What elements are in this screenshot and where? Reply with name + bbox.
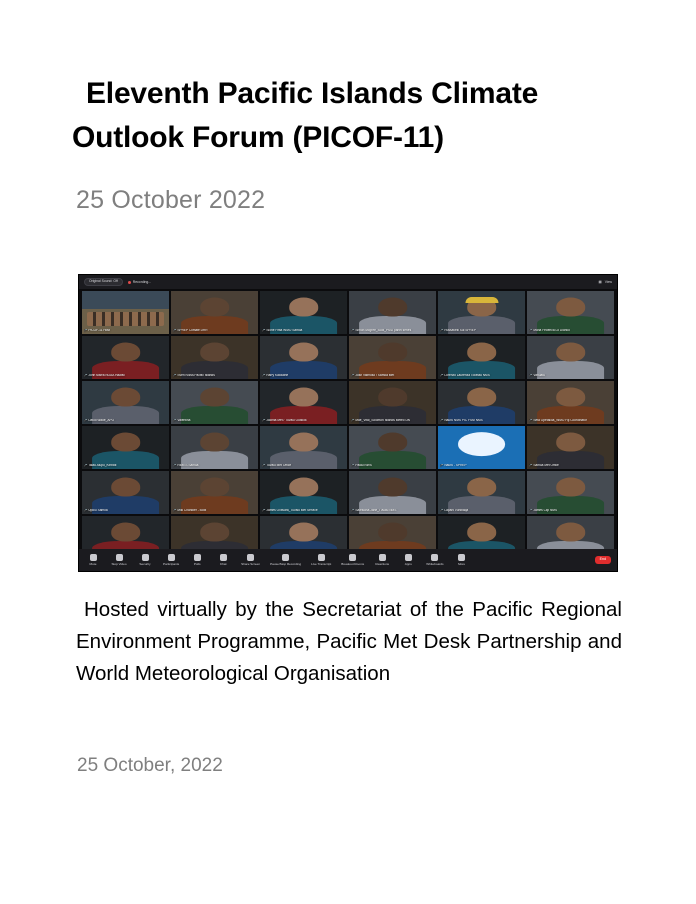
grid-icon: ▦ bbox=[598, 280, 602, 284]
video-feed bbox=[171, 336, 258, 379]
record-dot-icon bbox=[128, 281, 131, 284]
video-feed bbox=[349, 426, 436, 469]
control-stop-video[interactable] bbox=[111, 554, 127, 567]
participant-name: 🎤 James Ovavara_Tuvalu Met Service bbox=[261, 509, 318, 513]
page-title: Eleventh Pacific Islands Climate Outlook Forum (PICOF-11) bbox=[72, 77, 539, 154]
participant-tile[interactable] bbox=[527, 336, 614, 379]
control-security[interactable] bbox=[137, 554, 153, 567]
video-feed bbox=[260, 426, 347, 469]
more-icon bbox=[458, 554, 465, 561]
participant-tile[interactable] bbox=[349, 426, 436, 469]
participant-tile[interactable] bbox=[438, 336, 525, 379]
video-feed bbox=[82, 291, 169, 334]
participant-name: 🎤 Miki Chandler - BoM bbox=[172, 509, 207, 513]
participant-tile[interactable] bbox=[349, 336, 436, 379]
video-feed bbox=[82, 471, 169, 514]
video-feed bbox=[438, 471, 525, 514]
participant-name: 🎤 Samoa Met Office bbox=[528, 464, 559, 468]
participant-tile[interactable] bbox=[171, 471, 258, 514]
video-feed bbox=[260, 336, 347, 379]
video-feed bbox=[438, 426, 525, 469]
participant-tile[interactable] bbox=[260, 471, 347, 514]
participant-name: 🎤 David Wade_APO bbox=[83, 419, 115, 423]
video-feed bbox=[171, 381, 258, 424]
apps-icon bbox=[405, 554, 412, 561]
participant-grid bbox=[79, 289, 617, 561]
participant-tile[interactable] bbox=[82, 291, 169, 334]
participant-tile[interactable] bbox=[527, 471, 614, 514]
video-feed bbox=[349, 471, 436, 514]
original-sound-pill[interactable]: Original Sound: Off bbox=[84, 278, 123, 286]
participant-name: 🎤 Talau Aiupu_Kiribati bbox=[83, 464, 117, 468]
control-pause-stop-recording[interactable] bbox=[270, 554, 301, 567]
participant-name: 🎤 Vanuatu bbox=[528, 374, 545, 378]
participant-name: 🎤 Simon Mcgree_BoM_PMD panel series bbox=[350, 329, 412, 333]
end-meeting-button[interactable]: End bbox=[595, 556, 611, 565]
control-label: Share Screen bbox=[241, 562, 261, 567]
participant-tile[interactable] bbox=[260, 381, 347, 424]
control-reactions[interactable] bbox=[374, 554, 390, 567]
participant-tile[interactable] bbox=[82, 381, 169, 424]
participant-tile[interactable] bbox=[171, 336, 258, 379]
participant-name: 🎤 PICOF-11 Host bbox=[83, 329, 110, 333]
video-feed bbox=[527, 291, 614, 334]
recording-indicator bbox=[128, 280, 151, 284]
participant-tile[interactable] bbox=[527, 426, 614, 469]
control-label: More bbox=[458, 562, 466, 567]
control-label: Chat bbox=[219, 562, 227, 567]
video-feed bbox=[82, 381, 169, 424]
participant-name: 🎤 SPREP Climate DRR bbox=[172, 329, 208, 333]
control-breakout-rooms[interactable] bbox=[341, 554, 364, 567]
video-feed bbox=[527, 381, 614, 424]
control-label: Whiteboards bbox=[426, 562, 444, 567]
zoom-topbar bbox=[79, 275, 617, 289]
footer-date: 25 October, 2022 bbox=[77, 755, 223, 776]
participant-tile[interactable] bbox=[349, 471, 436, 514]
reactions-icon bbox=[379, 554, 386, 561]
video-feed bbox=[438, 381, 525, 424]
control-label: Reactions bbox=[375, 562, 390, 567]
record-icon bbox=[282, 554, 289, 561]
recording-label: Recording... bbox=[132, 280, 152, 284]
participant-name: 🎤 Sione Fifita WMO Samoa bbox=[261, 329, 303, 333]
participant-name: 🎤 RIMES Samoa bbox=[172, 464, 199, 468]
video-feed bbox=[438, 336, 525, 379]
participant-tile[interactable] bbox=[349, 291, 436, 334]
hosted-by-text: Hosted virtually by the Secretariat of the Pacific Regional Environment Programme, Pacific Met Desk Partnership and World Meteorological Organisation bbox=[76, 598, 622, 685]
participant-tile[interactable] bbox=[349, 381, 436, 424]
control-label: Mute bbox=[89, 562, 97, 567]
video-feed bbox=[349, 291, 436, 334]
participant-name: 🎤 John Marra NOAA Hawaii bbox=[83, 374, 125, 378]
control-label: Participants bbox=[163, 562, 180, 567]
participant-tile[interactable] bbox=[82, 471, 169, 514]
participant-name: 🎤 Valentina bbox=[172, 419, 191, 423]
video-feed bbox=[527, 426, 614, 469]
shield-icon bbox=[142, 554, 149, 561]
view-label: View bbox=[604, 280, 612, 284]
participant-name: 🎤 Mae_Vital_Solomon Islands Meteo Div bbox=[350, 419, 411, 423]
control-live-transcript[interactable] bbox=[311, 554, 331, 567]
participant-name: 🎤 Salesiana Jane_Tuvalu NMS bbox=[350, 509, 397, 513]
participant-tile[interactable] bbox=[438, 381, 525, 424]
whiteboard-icon bbox=[431, 554, 438, 561]
participant-tile[interactable] bbox=[438, 426, 525, 469]
participant-name: 🎤 Palau NWS bbox=[350, 464, 372, 468]
video-feed bbox=[260, 291, 347, 334]
microphone-icon bbox=[90, 554, 97, 561]
video-feed bbox=[438, 291, 525, 334]
control-participants[interactable] bbox=[163, 554, 179, 567]
video-feed bbox=[260, 381, 347, 424]
participants-icon bbox=[168, 554, 175, 561]
video-feed bbox=[349, 381, 436, 424]
participant-name: 🎤 Lapani Vunibaqa bbox=[439, 509, 469, 513]
participant-tile[interactable] bbox=[82, 336, 169, 379]
control-label: Stop Video bbox=[111, 562, 127, 567]
participant-name: 🎤 Upolu Samoa bbox=[83, 509, 108, 513]
participant-tile[interactable] bbox=[260, 291, 347, 334]
video-feed bbox=[527, 471, 614, 514]
control-label: Apps bbox=[404, 562, 412, 567]
video-feed bbox=[171, 426, 258, 469]
poll-icon bbox=[194, 554, 201, 561]
share-screen-icon bbox=[247, 554, 254, 561]
participant-tile[interactable] bbox=[438, 291, 525, 334]
camera-icon bbox=[116, 554, 123, 561]
participant-name: 🎤 Rarry Kalolaine bbox=[261, 374, 289, 378]
page-subtitle: 25 October 2022 bbox=[76, 186, 266, 214]
control-share-screen[interactable] bbox=[241, 554, 260, 567]
control-apps[interactable] bbox=[400, 554, 416, 567]
video-feed bbox=[260, 471, 347, 514]
video-feed bbox=[171, 471, 258, 514]
participant-name: 🎤 Lorenzo Laurenza Tokelau NMS bbox=[439, 374, 490, 378]
control-polls[interactable] bbox=[189, 554, 205, 567]
participant-name: 🎤 Josh Vaimoso / Samoa Met bbox=[350, 374, 395, 378]
participant-tile[interactable] bbox=[527, 291, 614, 334]
participant-tile[interactable] bbox=[527, 381, 614, 424]
participant-tile[interactable] bbox=[171, 291, 258, 334]
participant-tile[interactable] bbox=[260, 426, 347, 469]
control-mute[interactable] bbox=[85, 554, 101, 567]
control-chat[interactable] bbox=[215, 554, 231, 567]
participant-name: 🎤 Tuvalu Met Office bbox=[261, 464, 292, 468]
video-feed bbox=[171, 291, 258, 334]
zoom-meeting-screenshot bbox=[78, 274, 618, 572]
participant-name: 🎤 Sven NIWA Pacific Islands bbox=[172, 374, 215, 378]
participant-tile[interactable] bbox=[260, 336, 347, 379]
control-more[interactable] bbox=[454, 554, 470, 567]
control-label: Pause/Stop Recording bbox=[270, 562, 302, 567]
zoom-control-bar bbox=[79, 549, 617, 571]
participant-name: 🎤 Nauru NMS PIC FSM NMS bbox=[439, 419, 483, 423]
control-label: Live Transcript bbox=[311, 562, 332, 567]
video-feed bbox=[527, 336, 614, 379]
participant-name: 🎤 Russavelli Sui SPREP bbox=[439, 329, 477, 333]
control-label: Security bbox=[139, 562, 151, 567]
participant-name: 🎤 Seta Opetaiola_WMO Fiji Coordinator bbox=[528, 419, 587, 423]
video-feed bbox=[349, 336, 436, 379]
breakout-icon bbox=[349, 554, 356, 561]
chat-icon bbox=[220, 554, 227, 561]
participant-tile[interactable] bbox=[171, 381, 258, 424]
participant-tile[interactable] bbox=[438, 471, 525, 514]
control-whiteboards[interactable] bbox=[426, 554, 443, 567]
participant-name: 🎤 Nauru - SPREP bbox=[439, 464, 467, 468]
video-feed bbox=[82, 336, 169, 379]
participant-tile[interactable] bbox=[171, 426, 258, 469]
participant-name: 🎤 Maria Federica Lo Dianco bbox=[528, 329, 570, 333]
video-feed bbox=[82, 426, 169, 469]
control-label: Breakout Rooms bbox=[341, 562, 365, 567]
participant-name: 🎤 James Clip NMS bbox=[528, 509, 558, 513]
transcript-icon bbox=[318, 554, 325, 561]
participant-tile[interactable] bbox=[82, 426, 169, 469]
participant-name: 🎤 Jacinta Met / Tuvalu Outlook bbox=[261, 419, 307, 423]
control-label: Polls bbox=[193, 562, 201, 567]
view-selector[interactable] bbox=[598, 280, 612, 284]
